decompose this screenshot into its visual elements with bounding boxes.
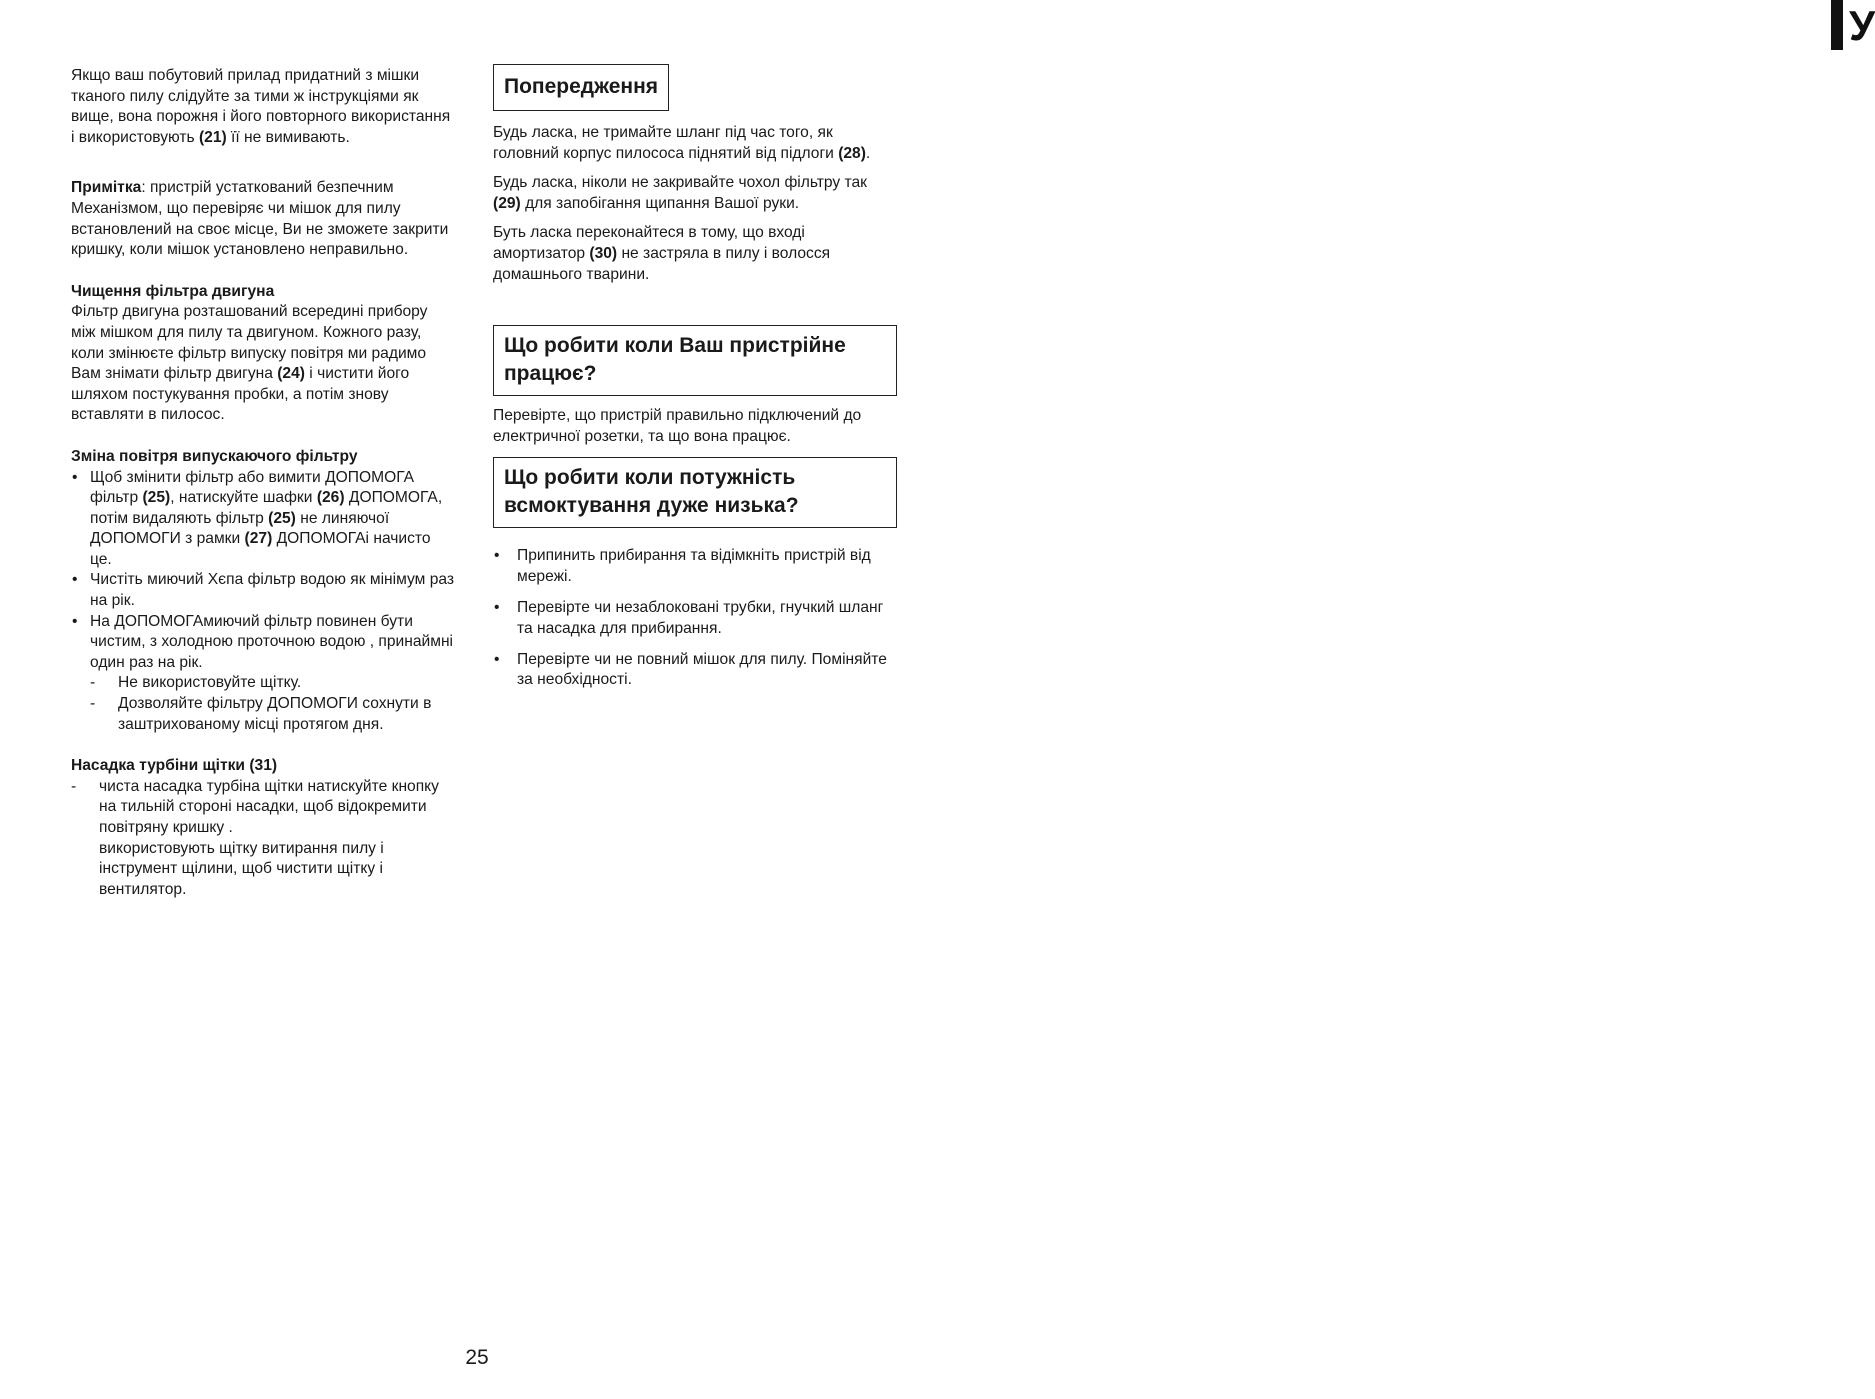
list-item: • Припинить прибирання та відімкніть пристрій від мережі. [493, 546, 897, 587]
list-item: • Чистіть миючий Хєпа фільтр водою як мінімум раз на рік. [71, 570, 456, 611]
warning-paragraph-2: Будь ласка, ніколи не закривайте чохол фільтру так (29) для запобігання щипання Вашої руки. [493, 174, 867, 212]
low-suction-list [493, 546, 897, 691]
language-tab-bar [1831, 0, 1843, 50]
reference-21: (21) [198, 128, 227, 146]
list-item: • Перевірте чи не повний мішок для пилу. Поміняйте за необхідності. [493, 650, 897, 691]
reference-28: (28) [838, 144, 866, 162]
list-item: • Перевірте чи незаблоковані трубки, гнучкий шланг та насадка для прибирання. [493, 598, 897, 639]
warning-title-box: Попередження [493, 64, 669, 111]
page-number: 25 [465, 1346, 489, 1369]
right-column [493, 64, 897, 701]
not-working-paragraph: Перевірте, що пристрій правильно підключений до електричної розетки, та що вона працює. [493, 407, 862, 445]
list-item: - чиста насадка турбіна щітки натискуйте кнопку на тильній стороні насадки, щоб відокремити повітряну кришку . використовують щітку витирання пилу і інструмент щілини, щоб чистити щітку і вентилятор. [71, 777, 456, 901]
exhaust-filter-heading: Зміна повітря випускаючого фільтру [71, 447, 358, 465]
low-suction-title-box: Що робити коли потужність всмоктування дуже низька? [493, 457, 897, 528]
left-column [71, 66, 456, 900]
turbo-brush-heading: Насадка турбіни щітки (31) [71, 757, 278, 775]
list-item: • На ДОПОМОГАмиючий фільтр повинен бути чистим, з холодною проточною водою , принаймні один раз на рік. [71, 612, 456, 674]
motor-filter-paragraph: Фільтр двигуна розташований всередині прибору між мішком для пилу та двигуном. Кожного разу, коли змінюєте фільтр випуску повітря ми радимо Вам знімати фільтр двигуна (24) і чистити його шляхом постукування пробки, а потім знову вставляти в пилосос. [71, 303, 428, 424]
not-working-title-box: Що робити коли Ваш пристрійне працює? [493, 325, 897, 396]
list-item: • Щоб змінити фільтр або вимити ДОПОМОГА фільтр (25), натискуйте шафки (26) ДОПОМОГА, потім видаляють фільтр (25) не линяючої ДОПОМОГИ з рамки (27) ДОПОМОГАі начисто це. [71, 468, 456, 571]
washing-dash-list [71, 673, 456, 735]
list-item: - Не використовуйте щітку. [90, 673, 456, 694]
motor-filter-heading: Чищення фільтра двигуна [71, 282, 275, 300]
note-label: Примітка [71, 179, 142, 197]
reference-30: (30) [589, 244, 618, 262]
warning-paragraph-1: Будь ласка, не тримайте шланг під час того, як головний корпус пилососа піднятий від підлоги (28). [493, 124, 871, 162]
warning-paragraph-3: Буть ласка переконайтеся в тому, що вході амортизатор (30) не застряла в пилу і волосся домашнього тварини. [493, 224, 831, 283]
intro-paragraph: Якщо ваш побутовий прилад придатний з мішки тканого пилу слідуйте за тими ж інструкціями як вище, вона порожня і його повторного використання і використовують (21) її не вимивають. [71, 67, 451, 146]
note-paragraph: Примітка: пристрій устаткований безпечним Механізмом, що перевіряє чи мішок для пилу встановлений на своє місце, Ви не зможете закрити кришку, коли мішок установлено неправильно. [71, 179, 449, 259]
exhaust-filter-list [71, 468, 456, 674]
turbo-brush-list [71, 777, 456, 901]
reference-24: (24) [277, 365, 305, 383]
language-letter: У [1849, 2, 1875, 49]
reference-29: (29) [493, 194, 521, 212]
list-item: - Дозволяйте фільтру ДОПОМОГИ сохнути в заштрихованому місці протягом дня. [90, 694, 456, 735]
